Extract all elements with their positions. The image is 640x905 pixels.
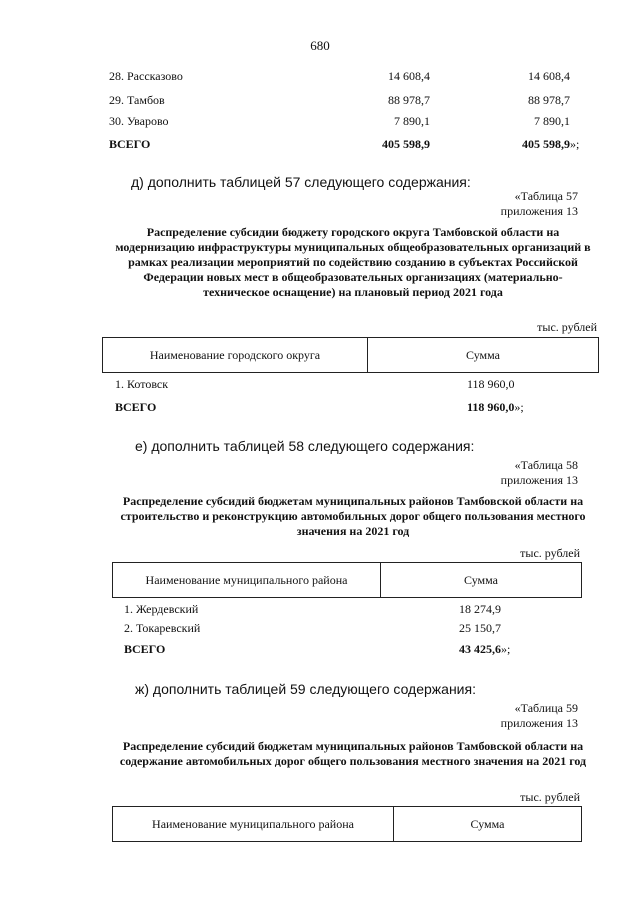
table-reference-line: «Таблица 58 [514, 458, 578, 472]
column-header: Сумма [464, 572, 498, 587]
total-value [467, 400, 524, 415]
unit-label: тыс. рублей [520, 546, 580, 560]
table-row-value: 14 608,4 [528, 69, 570, 83]
column-header: Наименование муниципального района [113, 563, 381, 597]
table-row-value: 14 608,4 [388, 69, 430, 83]
table-row-name: 2. Токаревский [124, 621, 201, 635]
table-reference [400, 458, 578, 488]
table-title: Распределение субсидий бюджетам муниципальных районов Тамбовской области на содержание автомобильных дорог общего пользования местного значения на 2021 год [119, 739, 587, 768]
total-value-number: 118 960,0 [467, 400, 515, 414]
total-label: ВСЕГО [109, 137, 151, 151]
total-value [470, 137, 590, 152]
table-row-name: 29. Тамбов [109, 93, 165, 107]
total-value: 405 598,9 [382, 137, 430, 151]
total-label: ВСЕГО [124, 642, 166, 656]
table-row-value: 88 978,7 [388, 93, 430, 107]
table-reference-line: «Таблица 59 [514, 701, 578, 715]
table-row-name: 1. Жердевский [124, 602, 199, 616]
total-value-number: 43 425,6 [459, 642, 501, 656]
total-suffix: »; [570, 137, 580, 151]
total-suffix: »; [514, 400, 524, 414]
table-header [112, 806, 582, 842]
unit-label: тыс. рублей [520, 790, 580, 804]
column-header: Наименование городского округа [103, 338, 368, 372]
table-row-value: 7 890,1 [394, 114, 430, 128]
table-header [112, 562, 582, 598]
column-header: Сумма [470, 816, 505, 831]
table-title: Распределение субсидии бюджету городского округа Тамбовской области на модернизацию инфраструктуры муниципальных общеобразовательных организаций в рамках реализации мероприятий по содействию созданию в субъектах Российской Федерации новых мест в общеобразовательных организациях (материально-техническое оснащение) на плановый период 2021 года [115, 225, 591, 299]
table-row-name: 28. Рассказово [109, 69, 183, 83]
unit-label: тыс. рублей [537, 320, 597, 334]
table-row-value: 25 150,7 [459, 621, 501, 635]
table-row-value: 88 978,7 [528, 93, 570, 107]
table-reference [400, 189, 578, 219]
table-reference-line: приложения 13 [500, 473, 578, 487]
total-suffix: »; [501, 642, 511, 656]
table-row-name: 1. Котовск [115, 377, 169, 391]
table-title: Распределение субсидий бюджетам муниципальных районов Тамбовской области на строительство и реконструкцию автомобильных дорог общего пользования местного значения на 2021 год [120, 494, 586, 538]
instruction-text: д) дополнить таблицей 57 следующего содержания: [131, 174, 471, 190]
table-header [102, 337, 599, 373]
page-number: 680 [310, 38, 330, 53]
table-row-value: 7 890,1 [534, 114, 570, 128]
table-reference-line: «Таблица 57 [514, 189, 578, 203]
table-row-value: 18 274,9 [459, 602, 501, 616]
table-reference [400, 701, 578, 731]
total-value-number: 405 598,9 [522, 137, 570, 151]
column-header: Наименование муниципального района [113, 807, 394, 841]
table-reference-line: приложения 13 [500, 204, 578, 218]
instruction-text: е) дополнить таблицей 58 следующего содержания: [135, 438, 475, 454]
column-header: Сумма [466, 347, 500, 362]
total-value [459, 642, 510, 657]
table-row-name: 30. Уварово [109, 114, 169, 128]
table-row-value: 118 960,0 [467, 377, 515, 391]
instruction-text: ж) дополнить таблицей 59 следующего содержания: [135, 681, 476, 697]
table-reference-line: приложения 13 [500, 716, 578, 730]
total-label: ВСЕГО [115, 400, 157, 414]
